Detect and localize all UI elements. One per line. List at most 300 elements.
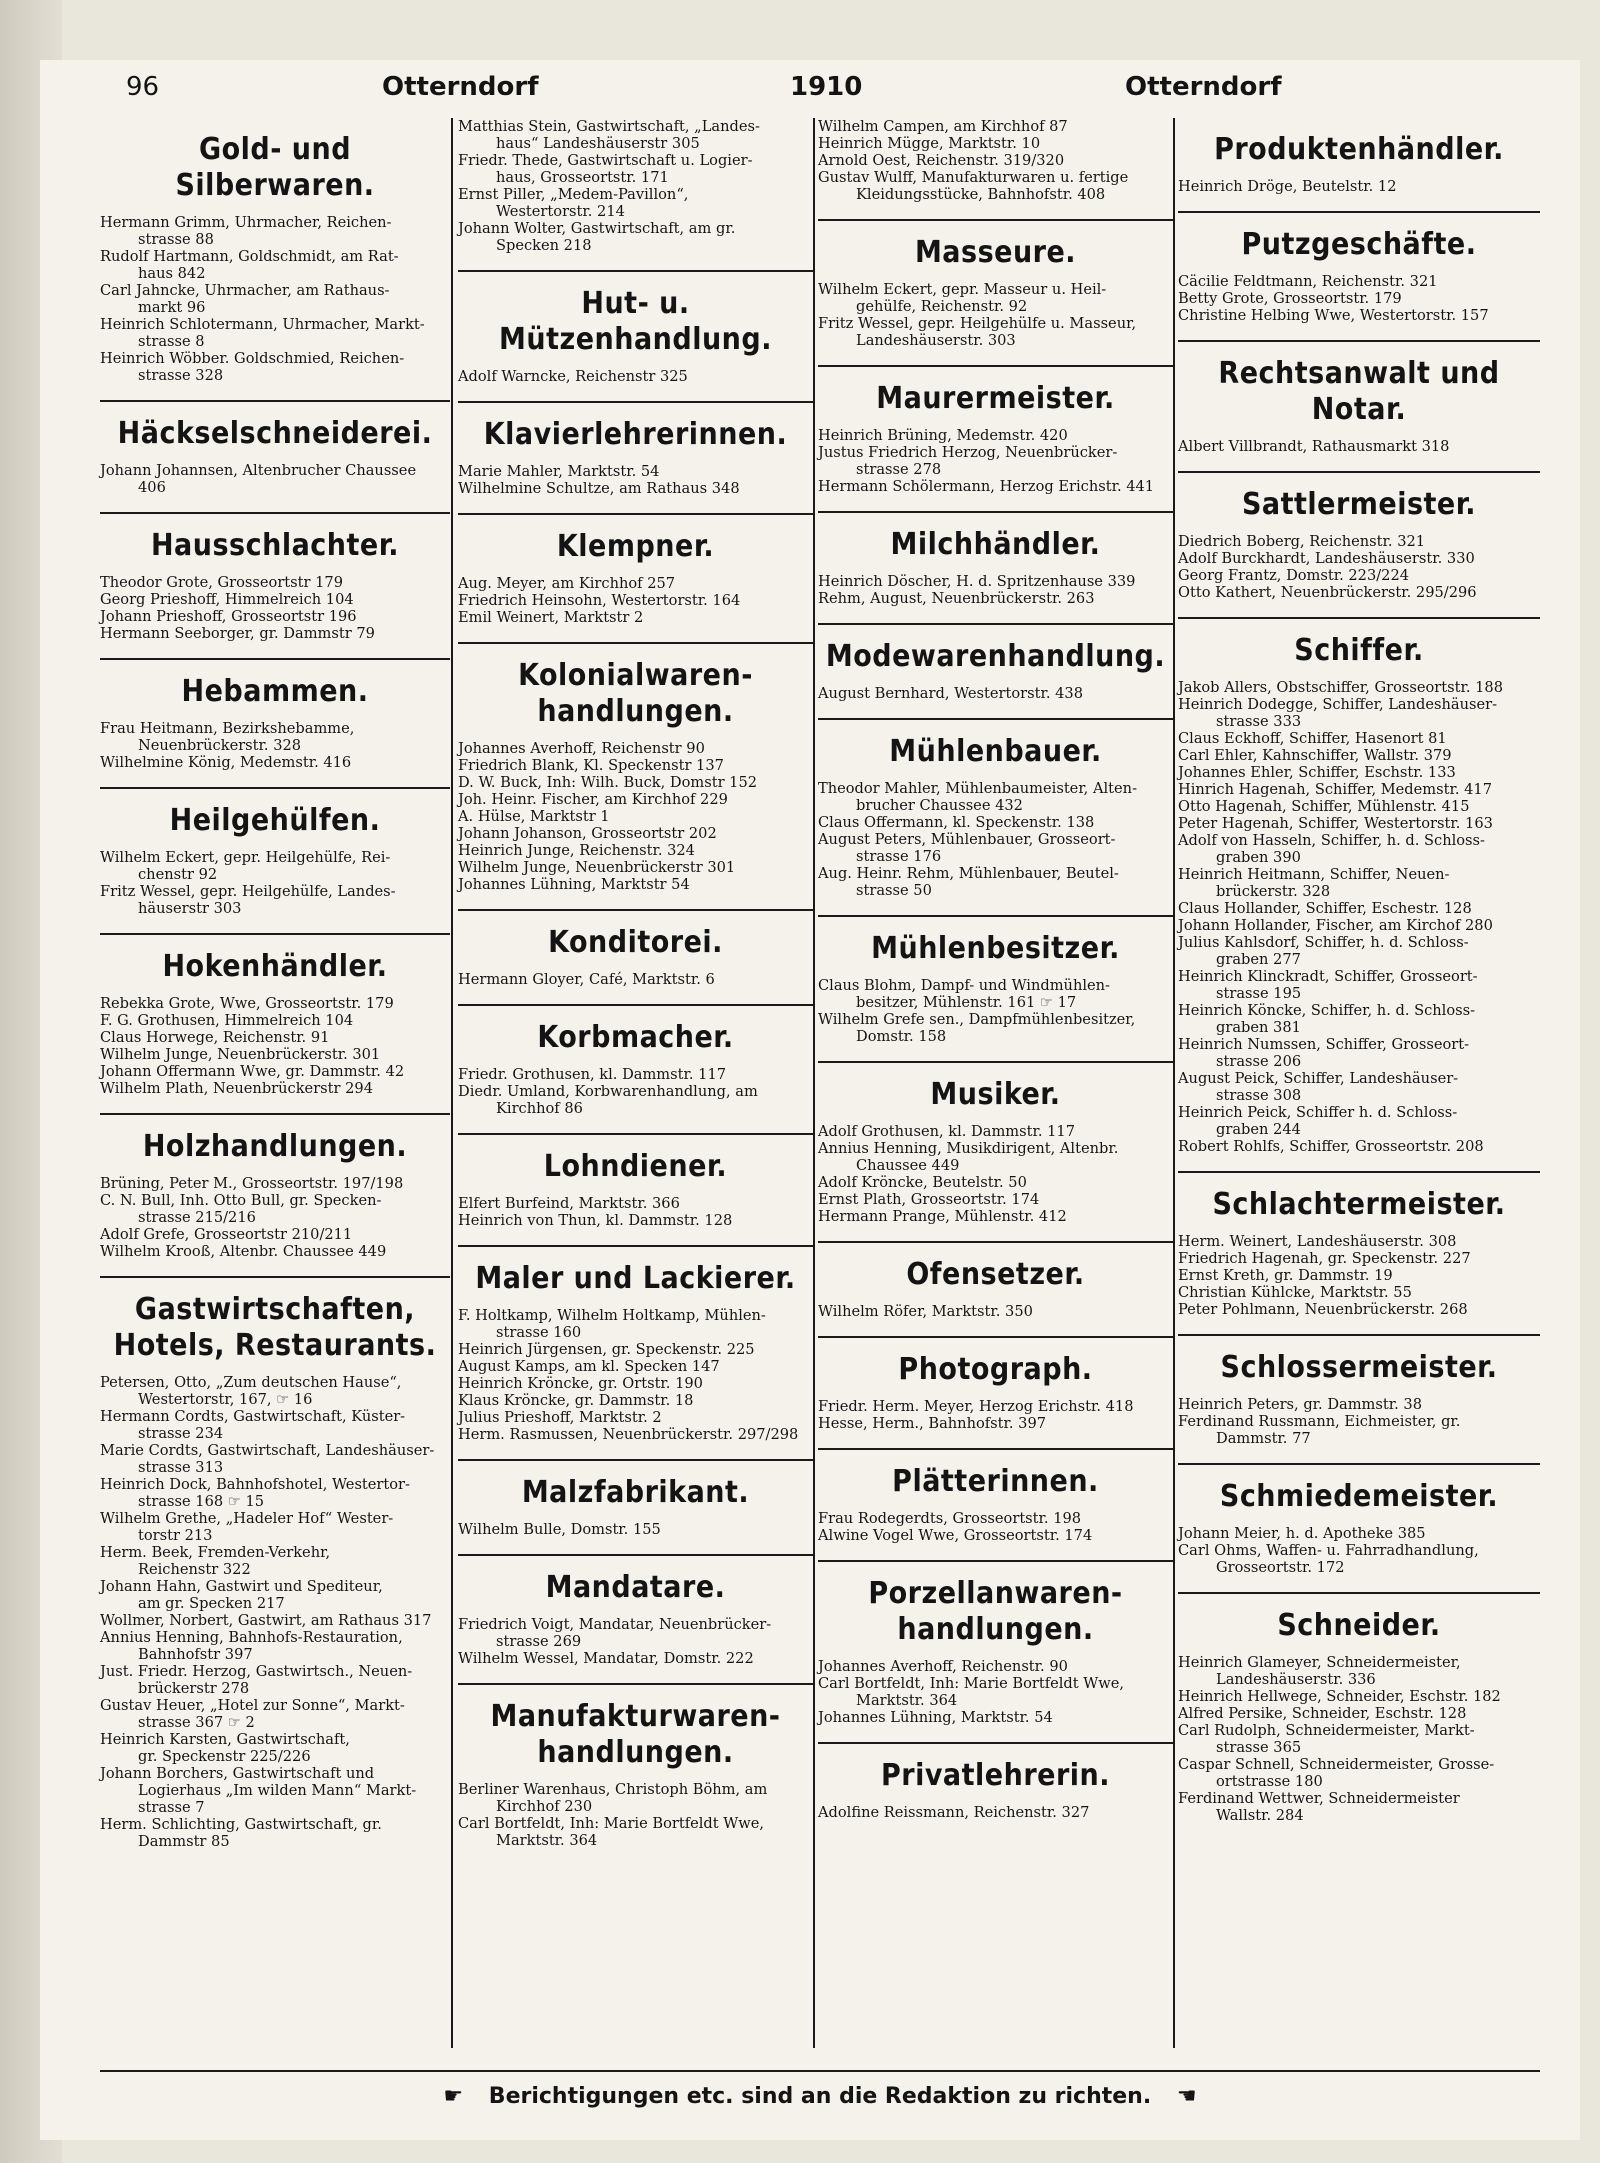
- directory-entry: [458, 1083, 813, 1117]
- entry-name: August Kamps, am kl. Specken 147: [458, 1358, 720, 1375]
- entry-name: Emil Weinert, Marktstr 2: [458, 609, 644, 626]
- entry-name: Johannes Lühning, Marktstr 54: [458, 876, 690, 893]
- entry-list: [458, 971, 813, 988]
- directory-entry: [100, 1544, 450, 1578]
- directory-entry: [1178, 1301, 1540, 1318]
- entry-name: Heinrich Brüning, Medemstr. 420: [818, 427, 1068, 444]
- entry-name: Marie Cordts, Gastwirtschaft, Landeshäuser-: [100, 1442, 435, 1459]
- entry-name: Adolfine Reissmann, Reichenstr. 327: [818, 1804, 1090, 1821]
- entry-name: Hermann Seeborger, gr. Dammstr 79: [100, 625, 375, 642]
- entry-list: [100, 574, 450, 642]
- directory-entry: [100, 214, 450, 248]
- entry-list: [1178, 1525, 1540, 1576]
- entry-list: [818, 1510, 1173, 1544]
- section-heading: Klavierlehrerinnen.: [483, 417, 788, 452]
- entry-continuation: strasse 365: [1216, 1739, 1302, 1756]
- entry-name: Carl Rudolph, Schneidermeister, Markt-: [1178, 1722, 1475, 1739]
- entry-continuation: gehülfe, Reichenstr. 92: [856, 298, 1028, 315]
- entry-name: Cäcilie Feldtmann, Reichenstr. 321: [1178, 273, 1438, 290]
- entry-name: Julius Prieshoff, Marktstr. 2: [458, 1409, 662, 1426]
- entry-continuation: haus“ Landeshäuserstr 305: [496, 135, 700, 152]
- entry-continuation: Specken 218: [496, 237, 592, 254]
- directory-entry: [818, 315, 1173, 349]
- directory-entry: [818, 1140, 1173, 1174]
- entry-name: Heinrich Jürgensen, gr. Speckenstr. 225: [458, 1341, 755, 1358]
- directory-entry: [1178, 832, 1540, 866]
- entry-continuation: strasse 234: [138, 1425, 224, 1442]
- entry-name: Otto Hagenah, Schiffer, Mühlenstr. 415: [1178, 798, 1470, 815]
- column-1: [100, 118, 450, 2048]
- directory-entry: [458, 1616, 813, 1650]
- entry-name: Heinrich Klinckradt, Schiffer, Grosseort-: [1178, 968, 1478, 985]
- entry-list: [1178, 1654, 1540, 1824]
- directory-entry: [1178, 1705, 1540, 1722]
- directory-entry: [1178, 900, 1540, 917]
- entry-continuation: Westertorstr. 214: [496, 203, 625, 220]
- entry-name: Claus Offermann, kl. Speckenstr. 138: [818, 814, 1095, 831]
- entry-name: Georg Frantz, Domstr. 223/224: [1178, 567, 1410, 584]
- entry-name: Julius Kahlsdorf, Schiffer, h. d. Schloss-: [1178, 934, 1469, 951]
- entry-name: Ernst Piller, „Medem-Pavillon“,: [458, 186, 689, 203]
- entry-list: [458, 463, 813, 497]
- section: [1178, 1334, 1540, 1447]
- directory-entry: [458, 1066, 813, 1083]
- section-heading: Hut- u. Mützenhandlung.: [499, 286, 772, 357]
- directory-entry: [100, 1226, 450, 1243]
- entry-name: Johann Prieshoff, Grosseortstr 196: [100, 608, 357, 625]
- entry-name: Friedr. Grothusen, kl. Dammstr. 117: [458, 1066, 727, 1083]
- directory-entry: [818, 1011, 1173, 1045]
- directory-entry: [818, 1123, 1173, 1140]
- section: [458, 1683, 813, 1849]
- section-heading: Korbmacher.: [537, 1020, 734, 1055]
- section: [100, 787, 450, 917]
- entry-name: Carl Bortfeldt, Inh: Marie Bortfeldt Wwe,: [818, 1675, 1125, 1692]
- entry-name: Jakob Allers, Obstschiffer, Grosseortstr. 188: [1178, 679, 1503, 696]
- directory-entry: [100, 248, 450, 282]
- section: [100, 1276, 450, 1850]
- entry-list: [818, 427, 1173, 495]
- entry-continuation: Landeshäuserstr. 303: [856, 332, 1016, 349]
- entry-name: Friedr. Thede, Gastwirtschaft u. Logier-: [458, 152, 753, 169]
- section-heading: Maler und Lackierer.: [475, 1261, 796, 1296]
- entry-continuation: strasse 269: [496, 1633, 582, 1650]
- entry-list: [458, 1307, 813, 1443]
- entry-list: [458, 1521, 813, 1538]
- entry-name: Frau Rodegerdts, Grosseortstr. 198: [818, 1510, 1082, 1527]
- entry-name: Adolf von Hasseln, Schiffer, h. d. Schloss-: [1178, 832, 1485, 849]
- entry-name: Heinrich Heitmann, Schiffer, Neuen-: [1178, 866, 1450, 883]
- section: [818, 118, 1173, 203]
- section: [818, 718, 1173, 899]
- directory-entry: [100, 1765, 450, 1816]
- directory-entry: [1178, 273, 1540, 290]
- directory-entry: [458, 592, 813, 609]
- directory-entry: [100, 1063, 450, 1080]
- directory-entry: [100, 1612, 450, 1629]
- entry-continuation: haus, Grosseortstr. 171: [496, 169, 669, 186]
- entry-list: [1178, 273, 1540, 324]
- directory-entry: [458, 740, 813, 757]
- entry-name: Klaus Kröncke, gr. Dammstr. 18: [458, 1392, 694, 1409]
- directory-entry: [1178, 550, 1540, 567]
- directory-entry: [818, 444, 1173, 478]
- directory-entry: [818, 478, 1173, 495]
- entry-name: Annius Henning, Musikdirigent, Altenbr.: [818, 1140, 1119, 1157]
- directory-entry: [458, 1195, 813, 1212]
- entry-name: F. G. Grothusen, Himmelreich 104: [100, 1012, 354, 1029]
- entry-continuation: torstr 213: [138, 1527, 213, 1544]
- directory-entry: [1178, 781, 1540, 798]
- entry-name: Wilhelmine König, Medemstr. 416: [100, 754, 352, 771]
- entry-continuation: Kirchhof 86: [496, 1100, 583, 1117]
- directory-entry: [458, 1650, 813, 1667]
- directory-entry: [818, 1398, 1173, 1415]
- directory-entry: [100, 574, 450, 591]
- section: [818, 623, 1173, 702]
- entry-continuation: graben 381: [1216, 1019, 1301, 1036]
- section: [458, 270, 813, 385]
- section: [1178, 132, 1540, 195]
- section: [100, 512, 450, 642]
- section: [458, 1245, 813, 1443]
- directory-entry: [100, 883, 450, 917]
- section: [100, 400, 450, 496]
- pointing-hand-icon: ☚: [1176, 2084, 1197, 2109]
- entry-continuation: brucher Chaussee 432: [856, 797, 1023, 814]
- section-heading: Malzfabrikant.: [521, 1475, 750, 1510]
- directory-entry: [818, 152, 1173, 169]
- directory-entry: [1178, 1396, 1540, 1413]
- directory-entry: [818, 427, 1173, 444]
- entry-name: Hesse, Herm., Bahnhofstr. 397: [818, 1415, 1047, 1432]
- entry-name: Christine Helbing Wwe, Westertorstr. 157: [1178, 307, 1489, 324]
- entry-list: [458, 1066, 813, 1117]
- entry-name: Wilhelm Junge, Neuenbrückerstr 301: [458, 859, 736, 876]
- entry-name: Rehm, August, Neuenbrückerstr. 263: [818, 590, 1095, 607]
- entry-name: Adolf Grefe, Grosseortstr 210/211: [100, 1226, 353, 1243]
- entry-name: Johann Hollander, Fischer, am Kirchof 280: [1178, 917, 1493, 934]
- directory-entry: [818, 118, 1173, 135]
- directory-entry: [1178, 679, 1540, 696]
- directory-entry: [100, 1476, 450, 1510]
- directory-entry: [100, 1080, 450, 1097]
- columns: [100, 118, 1540, 2048]
- directory-entry: [458, 1781, 813, 1815]
- section: [818, 1560, 1173, 1726]
- entry-continuation: Marktstr. 364: [856, 1692, 958, 1709]
- entry-continuation: Grosseortstr. 172: [1216, 1559, 1345, 1576]
- directory-entry: [100, 1192, 450, 1226]
- directory-entry: [100, 608, 450, 625]
- section: [818, 1241, 1173, 1320]
- section: [818, 1742, 1173, 1821]
- directory-entry: [100, 462, 450, 496]
- entry-name: Frau Heitmann, Bezirkshebamme,: [100, 720, 355, 737]
- entry-continuation: strasse 88: [138, 231, 214, 248]
- entry-name: Heinrich Döscher, H. d. Spritzenhause 339: [818, 573, 1136, 590]
- entry-list: [818, 281, 1173, 349]
- entry-name: Heinrich Kröncke, gr. Ortstr. 190: [458, 1375, 703, 1392]
- directory-entry: [458, 825, 813, 842]
- directory-entry: [458, 186, 813, 220]
- entry-continuation: strasse 328: [138, 367, 224, 384]
- directory-entry: [818, 1527, 1173, 1544]
- entry-list: [458, 1781, 813, 1849]
- entry-name: Heinrich Numssen, Schiffer, Grosseort-: [1178, 1036, 1470, 1053]
- entry-continuation: Marktstr. 364: [496, 1832, 598, 1849]
- entry-name: C. N. Bull, Inh. Otto Bull, gr. Specken-: [100, 1192, 382, 1209]
- section-heading: Schiffer.: [1294, 633, 1424, 668]
- section: [1178, 211, 1540, 324]
- entry-name: D. W. Buck, Inh: Wilh. Buck, Domstr 152: [458, 774, 758, 791]
- entry-name: Alwine Vogel Wwe, Grosseortstr. 174: [818, 1527, 1093, 1544]
- entry-list: [100, 995, 450, 1097]
- entry-name: Rebekka Grote, Wwe, Grosseortstr. 179: [100, 995, 394, 1012]
- section-heading: Masseure.: [914, 235, 1077, 270]
- entry-name: Ferdinand Wettwer, Schneidermeister: [1178, 1790, 1460, 1807]
- entry-name: Hermann Prange, Mühlenstr. 412: [818, 1208, 1067, 1225]
- entry-continuation: Logierhaus „Im wilden Mann“ Markt-: [138, 1782, 417, 1799]
- footer-text: Berichtigungen etc. sind an die Redaktion zu richten.: [488, 2084, 1152, 2109]
- entry-name: Wilhelm Eckert, gepr. Heilgehülfe, Rei-: [100, 849, 391, 866]
- directory-entry: [100, 995, 450, 1012]
- directory-entry: [458, 463, 813, 480]
- entry-name: Friedrich Voigt, Mandatar, Neuenbrücker-: [458, 1616, 772, 1633]
- directory-entry: [100, 1663, 450, 1697]
- entry-list: [1178, 178, 1540, 195]
- section-heading: Häckselschneiderei.: [117, 416, 433, 451]
- directory-entry: [100, 350, 450, 384]
- directory-entry: [1178, 1654, 1540, 1688]
- directory-entry: [818, 780, 1173, 814]
- entry-continuation: Kirchhof 230: [496, 1798, 593, 1815]
- entry-name: Carl Bortfeldt, Inh: Marie Bortfeldt Wwe,: [458, 1815, 765, 1832]
- directory-entry: [1178, 1104, 1540, 1138]
- entry-name: Brüning, Peter M., Grosseortstr. 197/198: [100, 1175, 404, 1192]
- section-heading: Gastwirtschaften, Hotels, Restaurants.: [113, 1292, 437, 1363]
- entry-name: Heinrich Peters, gr. Dammstr. 38: [1178, 1396, 1422, 1413]
- section-heading: Schneider.: [1277, 1608, 1441, 1643]
- entry-name: August Peters, Mühlenbauer, Grosseort-: [818, 831, 1116, 848]
- entry-name: Carl Ohms, Waffen- u. Fahrradhandlung,: [1178, 1542, 1479, 1559]
- entry-list: [100, 720, 450, 771]
- section-heading: Hausschlachter.: [150, 528, 400, 563]
- running-title-left: Otterndorf: [382, 72, 539, 102]
- directory-entry: [458, 757, 813, 774]
- entry-continuation: besitzer, Mühlenstr. 161 ☞ 17: [856, 994, 1077, 1011]
- entry-name: Heinrich Hellwege, Schneider, Eschstr. 182: [1178, 1688, 1501, 1705]
- entry-name: Elfert Burfeind, Marktstr. 366: [458, 1195, 680, 1212]
- entry-name: Adolf Warncke, Reichenstr 325: [458, 368, 688, 385]
- directory-entry: [1178, 968, 1540, 1002]
- entry-name: Diedrich Boberg, Reichenstr. 321: [1178, 533, 1426, 550]
- directory-entry: [100, 1374, 450, 1408]
- section-heading: Kolonialwaren- handlungen.: [518, 658, 753, 729]
- entry-continuation: Bahnhofstr 397: [138, 1646, 253, 1663]
- directory-entry: [1178, 815, 1540, 832]
- entry-name: Diedr. Umland, Korbwarenhandlung, am: [458, 1083, 758, 1100]
- entry-name: Johann Meier, h. d. Apotheke 385: [1178, 1525, 1426, 1542]
- entry-continuation: markt 96: [138, 299, 206, 316]
- entry-list: [458, 740, 813, 893]
- entry-continuation: gr. Speckenstr 225/226: [138, 1748, 311, 1765]
- directory-entry: [458, 480, 813, 497]
- directory-entry: [1178, 1756, 1540, 1790]
- entry-name: Adolf Grothusen, kl. Dammstr. 117: [818, 1123, 1075, 1140]
- entry-name: Wilhelm Plath, Neuenbrückerstr 294: [100, 1080, 373, 1097]
- entry-list: [818, 1123, 1173, 1225]
- directory-entry: [458, 859, 813, 876]
- entry-name: Wilhelm Grefe sen., Dampfmühlenbesitzer,: [818, 1011, 1136, 1028]
- entry-list: [1178, 438, 1540, 455]
- page-number: 96: [126, 72, 160, 102]
- directory-entry: [1178, 1267, 1540, 1284]
- entry-name: Carl Jahncke, Uhrmacher, am Rathaus-: [100, 282, 390, 299]
- section-heading: Heilgehülfen.: [169, 803, 381, 838]
- directory-entry: [458, 575, 813, 592]
- section-heading: Lohndiener.: [543, 1149, 728, 1184]
- directory-entry: [100, 1442, 450, 1476]
- entry-continuation: strasse 206: [1216, 1053, 1302, 1070]
- entry-name: Johannes Lühning, Marktstr. 54: [818, 1709, 1053, 1726]
- entry-name: Ferdinand Russmann, Eichmeister, gr.: [1178, 1413, 1461, 1430]
- directory-entry: [818, 1510, 1173, 1527]
- section: [1178, 1592, 1540, 1824]
- directory-entry: [818, 590, 1173, 607]
- entry-name: Wilhelm Röfer, Marktstr. 350: [818, 1303, 1033, 1320]
- entry-name: Heinrich Dock, Bahnhofshotel, Westertor-: [100, 1476, 410, 1493]
- entry-name: Friedrich Hagenah, gr. Speckenstr. 227: [1178, 1250, 1471, 1267]
- entry-name: Heinrich Dröge, Beutelstr. 12: [1178, 178, 1397, 195]
- entry-name: Peter Pohlmann, Neuenbrückerstr. 268: [1178, 1301, 1468, 1318]
- directory-entry: [458, 876, 813, 893]
- directory-entry: [1178, 533, 1540, 550]
- section-heading: Musiker.: [930, 1077, 1061, 1112]
- section: [1178, 1463, 1540, 1576]
- entry-name: Johannes Averhoff, Reichenstr 90: [458, 740, 705, 757]
- entry-continuation: ortstrasse 180: [1216, 1773, 1323, 1790]
- entry-name: Georg Prieshoff, Himmelreich 104: [100, 591, 354, 608]
- directory-entry: [1178, 747, 1540, 764]
- section-heading: Schmiedemeister.: [1219, 1479, 1499, 1514]
- entry-list: [458, 1616, 813, 1667]
- section: [1178, 617, 1540, 1155]
- entry-name: Friedrich Heinsohn, Westertorstr. 164: [458, 592, 741, 609]
- entry-name: Johann Johanson, Grosseortstr 202: [458, 825, 717, 842]
- section: [818, 365, 1173, 495]
- section: [100, 658, 450, 771]
- directory-entry: [100, 1012, 450, 1029]
- entry-list: [818, 685, 1173, 702]
- entry-name: Johann Offermann Wwe, gr. Dammstr. 42: [100, 1063, 405, 1080]
- entry-name: Hermann Gloyer, Café, Marktstr. 6: [458, 971, 715, 988]
- entry-list: [458, 575, 813, 626]
- entry-continuation: brückerstr. 328: [1216, 883, 1331, 900]
- entry-name: Wilhelm Grethe, „Hadeler Hof“ Wester-: [100, 1510, 394, 1527]
- directory-entry: [100, 1046, 450, 1063]
- entry-name: Annius Henning, Bahnhofs-Restauration,: [100, 1629, 403, 1646]
- directory-entry: [818, 865, 1173, 899]
- entry-name: Herm. Schlichting, Gastwirtschaft, gr.: [100, 1816, 382, 1833]
- directory-entry: [458, 774, 813, 791]
- directory-entry: [818, 1174, 1173, 1191]
- entry-continuation: Chaussee 449: [856, 1157, 960, 1174]
- directory-entry: [818, 1191, 1173, 1208]
- entry-name: Marie Mahler, Marktstr. 54: [458, 463, 660, 480]
- section-heading: Sattlermeister.: [1241, 487, 1477, 522]
- entry-name: Albert Villbrandt, Rathausmarkt 318: [1178, 438, 1450, 455]
- directory-entry: [458, 1521, 813, 1538]
- entry-name: Friedr. Herm. Meyer, Herzog Erichstr. 418: [818, 1398, 1134, 1415]
- directory-entry: [1178, 1233, 1540, 1250]
- page-header: [120, 72, 1550, 112]
- directory-entry: [1178, 567, 1540, 584]
- section: [458, 642, 813, 893]
- entry-name: Rudolf Hartmann, Goldschmidt, am Rat-: [100, 248, 399, 265]
- entry-name: Wilhelm Bulle, Domstr. 155: [458, 1521, 661, 1538]
- pointing-hand-icon: ☛: [443, 2084, 464, 2109]
- entry-name: A. Hülse, Marktstr 1: [458, 808, 610, 825]
- entry-name: Johann Johannsen, Altenbrucher Chaussee: [100, 462, 417, 479]
- directory-entry: [1178, 917, 1540, 934]
- entry-continuation: strasse 333: [1216, 713, 1302, 730]
- entry-list: [818, 1303, 1173, 1320]
- column-2: [458, 118, 813, 2048]
- section-heading: Ofensetzer.: [906, 1257, 1085, 1292]
- directory-entry: [1178, 178, 1540, 195]
- section: [818, 915, 1173, 1045]
- entry-continuation: am gr. Specken 217: [138, 1595, 285, 1612]
- entry-list: [818, 780, 1173, 899]
- directory-entry: [1178, 730, 1540, 747]
- directory-entry: [458, 1358, 813, 1375]
- entry-name: Wilhelmine Schultze, am Rathaus 348: [458, 480, 740, 497]
- entry-list: [1178, 533, 1540, 601]
- entry-name: Just. Friedr. Herzog, Gastwirtsch., Neuen-: [100, 1663, 413, 1680]
- entry-name: Heinrich Junge, Reichenstr. 324: [458, 842, 695, 859]
- section-heading: Mühlenbesitzer.: [871, 931, 1120, 966]
- directory-entry: [458, 118, 813, 152]
- entry-name: Peter Hagenah, Schiffer, Westertorstr. 163: [1178, 815, 1493, 832]
- entry-name: Theodor Mahler, Mühlenbaumeister, Alten-: [818, 780, 1138, 797]
- entry-name: Theodor Grote, Grosseortstr 179: [100, 574, 343, 591]
- section: [1178, 1171, 1540, 1318]
- section: [458, 1459, 813, 1538]
- entry-name: Claus Blohm, Dampf- und Windmühlen-: [818, 977, 1110, 994]
- directory-entry: [458, 1409, 813, 1426]
- entry-name: Claus Eckhoff, Schiffer, Hasenort 81: [1178, 730, 1447, 747]
- entry-name: Petersen, Otto, „Zum deutschen Hause“,: [100, 1374, 402, 1391]
- entry-name: Heinrich Schlotermann, Uhrmacher, Markt-: [100, 316, 425, 333]
- directory-entry: [818, 1675, 1173, 1709]
- directory-entry: [458, 1341, 813, 1358]
- entry-name: Joh. Heinr. Fischer, am Kirchhof 229: [458, 791, 728, 808]
- entry-continuation: Landeshäuserstr. 336: [1216, 1671, 1376, 1688]
- entry-name: Heinrich Peick, Schiffer h. d. Schloss-: [1178, 1104, 1458, 1121]
- directory-entry: [458, 1375, 813, 1392]
- section-heading: Photograph.: [898, 1352, 1093, 1387]
- directory-entry: [818, 1415, 1173, 1432]
- entry-continuation: Westertorstr, 167, ☞ 16: [138, 1391, 313, 1408]
- entry-name: Fritz Wessel, gepr. Heilgehülfe u. Masseur,: [818, 315, 1137, 332]
- entry-list: [818, 118, 1173, 203]
- directory-entry: [458, 842, 813, 859]
- entry-name: Johann Hahn, Gastwirt und Spediteur,: [100, 1578, 383, 1595]
- section: [818, 219, 1173, 349]
- directory-entry: [100, 316, 450, 350]
- entry-continuation: brückerstr 278: [138, 1680, 250, 1697]
